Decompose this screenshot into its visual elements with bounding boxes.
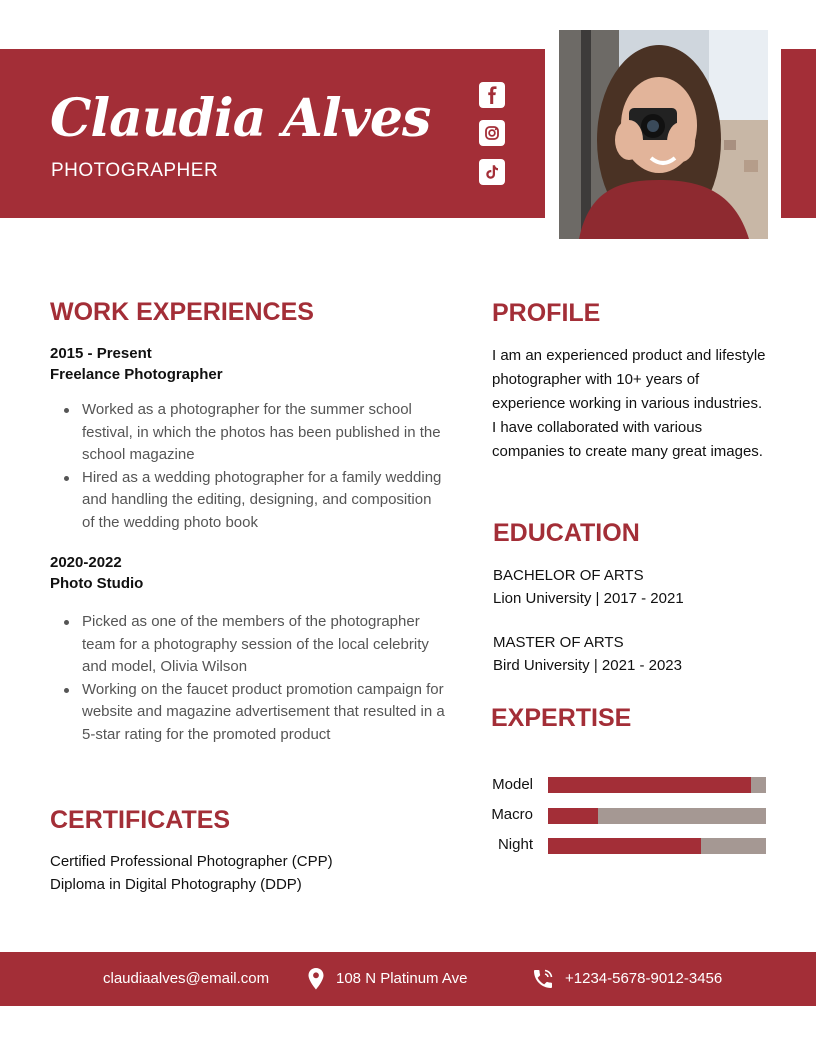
certificate-item: Certified Professional Photographer (CPP) [50, 853, 333, 870]
work-experiences-heading: WORK EXPERIENCES [50, 298, 314, 326]
education-degree: MASTER OF ARTS [493, 634, 624, 651]
education-detail: Lion University | 2017 - 2021 [493, 590, 684, 607]
list-item: Working on the faucet product promotion campaign for website and magazine advertisement that resulted in a 5-star rating for the promoted product [50, 679, 445, 747]
facebook-icon[interactable] [479, 82, 505, 108]
list-item: Worked as a photographer for the summer school festival, in which the photos has been published in the school magazine [50, 399, 445, 467]
person-name: Claudia Alves [50, 88, 431, 149]
skill-label: Model [492, 776, 533, 793]
expertise-heading: EXPERTISE [491, 704, 632, 732]
skill-bar-night [548, 838, 766, 854]
job-date: 2020-2022 [50, 554, 122, 571]
skill-label: Macro [491, 806, 533, 823]
job-title: PHOTOGRAPHER [51, 160, 219, 181]
skill-fill [548, 838, 701, 854]
job-bullets [50, 399, 445, 535]
certificates-heading: CERTIFICATES [50, 806, 231, 834]
list-item: Hired as a wedding photographer for a family wedding and handling the editing, designing, and composition of the wedding photo book [50, 467, 445, 535]
skill-bar-model [548, 777, 766, 793]
job-role: Photo Studio [50, 575, 144, 592]
footer-email[interactable]: claudiaalves@email.com [103, 970, 270, 987]
location-pin-icon [307, 967, 325, 995]
footer-address: 108 N Platinum Ave [336, 970, 468, 987]
job-date: 2015 - Present [50, 345, 152, 362]
profile-heading: PROFILE [492, 299, 601, 327]
phone-icon [531, 967, 555, 995]
education-heading: EDUCATION [493, 519, 640, 547]
profile-text: I am an experienced product and lifestyle photographer with 10+ years of experience working in various industries. I have collaborated with various companies to create many great images. [492, 347, 766, 460]
header-band-right [781, 49, 816, 218]
profile-photo [559, 30, 768, 239]
tiktok-icon[interactable] [479, 159, 505, 185]
certificate-item: Diploma in Digital Photography (DDP) [50, 876, 302, 893]
skill-fill [548, 777, 751, 793]
list-item: Picked as one of the members of the photographer team for a photography session of the local celebrity and model, Olivia Wilson [50, 611, 445, 679]
education-detail: Bird University | 2021 - 2023 [493, 657, 682, 674]
skill-fill [548, 808, 598, 824]
education-degree: BACHELOR OF ARTS [493, 567, 644, 584]
job-bullets [50, 611, 445, 747]
job-role: Freelance Photographer [50, 366, 223, 383]
instagram-icon[interactable] [479, 120, 505, 146]
skill-bar-macro [548, 808, 766, 824]
footer-phone[interactable]: +1234-5678-9012-3456 [565, 970, 723, 987]
skill-label: Night [497, 836, 533, 853]
